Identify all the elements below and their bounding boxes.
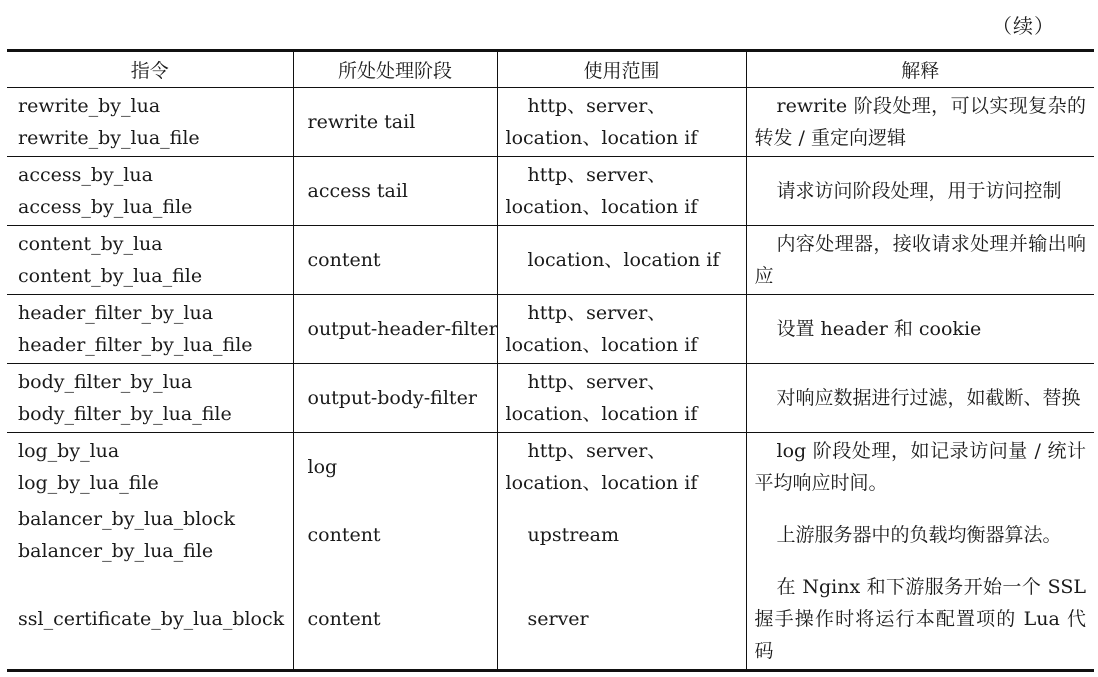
table-row [7, 433, 1094, 502]
phase-cell: rewrite tail [293, 88, 497, 157]
directive-name: log_by_lua [18, 440, 120, 462]
scope-cell: http、server、location、location if [497, 88, 746, 157]
phase-cell: log [293, 433, 497, 502]
description-cell: rewrite 阶段处理，可以实现复杂的转发 / 重定向逻辑 [746, 88, 1094, 157]
directive-name: content_by_lua [18, 233, 163, 255]
description-cell: 在 Nginx 和下游服务开始一个 SSL 握手操作时将运行本配置项的 Lua 代码 [746, 569, 1094, 671]
phase-cell: output-body-filter [293, 364, 497, 433]
directive-name: log_by_lua_file [18, 472, 159, 494]
directive-name: header_filter_by_lua_file [18, 334, 253, 356]
directive-name: rewrite_by_lua [18, 95, 161, 117]
description-cell: 设置 header 和 cookie [746, 295, 1094, 364]
directive-name: balancer_by_lua_file [18, 540, 214, 562]
directive-name: body_filter_by_lua_file [18, 403, 232, 425]
table-row [7, 226, 1094, 295]
continued-label: （续） [992, 14, 1055, 38]
scope-cell: http、server、location、location if [497, 295, 746, 364]
scope-cell: server [497, 569, 746, 671]
table-row [7, 569, 1094, 671]
directive-cell [7, 433, 293, 502]
table-header-row [7, 51, 1094, 88]
directive-name: rewrite_by_lua_file [18, 127, 200, 149]
scope-cell: http、server、location、location if [497, 433, 746, 502]
description-cell: log 阶段处理，如记录访问量 / 统计平均响应时间。 [746, 433, 1094, 502]
scope-cell: upstream [497, 501, 746, 569]
phase-cell: content [293, 569, 497, 671]
scope-cell: location、location if [497, 226, 746, 295]
directive-name: body_filter_by_lua [18, 371, 193, 393]
directive-name: access_by_lua [18, 164, 153, 186]
directive-table-container [7, 49, 1094, 672]
directive-name: balancer_by_lua_block [18, 508, 235, 530]
description-cell: 对响应数据进行过滤，如截断、替换 [746, 364, 1094, 433]
directive-name: header_filter_by_lua [18, 302, 214, 324]
scope-cell: http、server、location、location if [497, 364, 746, 433]
description-cell: 请求访问阶段处理，用于访问控制 [746, 157, 1094, 226]
directive-cell [7, 88, 293, 157]
directive-table [7, 49, 1094, 672]
table-row [7, 88, 1094, 157]
phase-cell: output-header-filter [293, 295, 497, 364]
header-description: 解释 [746, 51, 1094, 88]
table-row [7, 157, 1094, 226]
directive-cell [7, 364, 293, 433]
directive-cell [7, 569, 293, 671]
directive-name: access_by_lua_file [18, 196, 193, 218]
directive-name: content_by_lua_file [18, 265, 203, 287]
table-row [7, 501, 1094, 569]
phase-cell: content [293, 226, 497, 295]
description-cell: 上游服务器中的负载均衡器算法。 [746, 501, 1094, 569]
directive-name: ssl_certificate_by_lua_block [18, 608, 285, 630]
header-directive: 指令 [7, 51, 293, 88]
directive-cell [7, 295, 293, 364]
table-row [7, 295, 1094, 364]
directive-cell [7, 501, 293, 569]
scope-cell: http、server、location、location if [497, 157, 746, 226]
directive-cell [7, 157, 293, 226]
directive-cell [7, 226, 293, 295]
header-scope: 使用范围 [497, 51, 746, 88]
header-phase: 所处处理阶段 [293, 51, 497, 88]
description-cell: 内容处理器，接收请求处理并输出响应 [746, 226, 1094, 295]
phase-cell: access tail [293, 157, 497, 226]
table-row [7, 364, 1094, 433]
phase-cell: content [293, 501, 497, 569]
